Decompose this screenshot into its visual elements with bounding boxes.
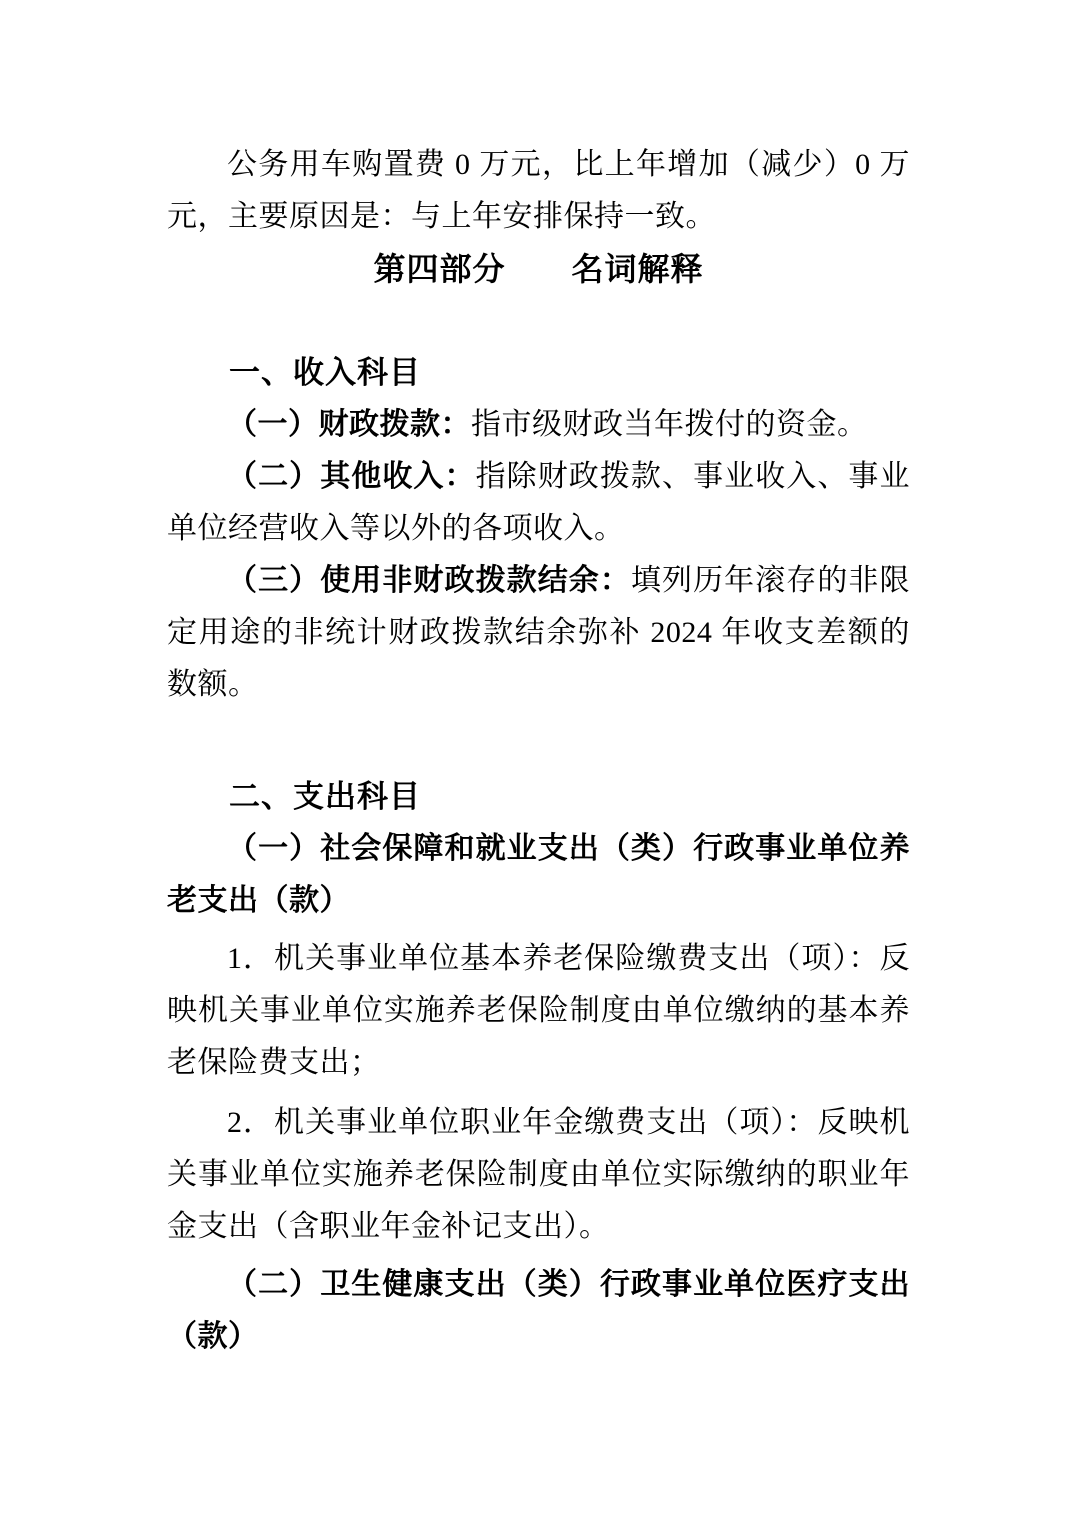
income-section [167, 347, 910, 711]
expense-section-title: 二、支出科目 [229, 779, 421, 814]
income-item-1-text: 指市级财政当年拨付的资金。 [471, 408, 868, 441]
income-item-2-lead: （二）其他收入： [227, 460, 476, 493]
income-item-3-text: 填列历年滚存的非限定用途的非统计财政拨款结余弥补 2024 年收支差额的数额。 [167, 564, 911, 701]
expense-section [167, 771, 910, 1363]
income-item-2-text: 指除财政拨款、事业收入、事业单位经营收入等以外的各项收入。 [167, 460, 911, 545]
part-four-heading: 第四部分 名词解释 [373, 251, 704, 287]
expense-subitem-occupational-annuity: 2．机关事业单位职业年金缴费支出（项）：反映机关事业单位实施养老保险制度由单位实际缴纳的职业年金支出（含职业年金补记支出）。 [167, 1106, 910, 1243]
expense-item-social-security-heading: （一）社会保障和就业支出（类）行政事业单位养老支出（款） [167, 832, 910, 917]
income-item-fiscal-appropriation [167, 399, 910, 451]
income-item-other-income [167, 451, 910, 555]
income-item-nonfiscal-balance [167, 555, 910, 711]
intro-paragraph: 公务用车购置费 0 万元，比上年增加（减少）0 万元，主要原因是：与上年安排保持一致。 [167, 148, 910, 233]
expense-item-health-heading: （二）卫生健康支出（类）行政事业单位医疗支出（款） [167, 1268, 910, 1353]
expense-subitem-basic-pension: 1．机关事业单位基本养老保险缴费支出（项）：反映机关事业单位实施养老保险制度由单位缴纳的基本养老保险费支出； [167, 942, 910, 1079]
income-item-1-lead: （一）财政拨款： [227, 408, 471, 441]
income-section-title: 一、收入科目 [229, 355, 421, 390]
income-item-3-lead: （三）使用非财政拨款结余： [227, 564, 631, 597]
